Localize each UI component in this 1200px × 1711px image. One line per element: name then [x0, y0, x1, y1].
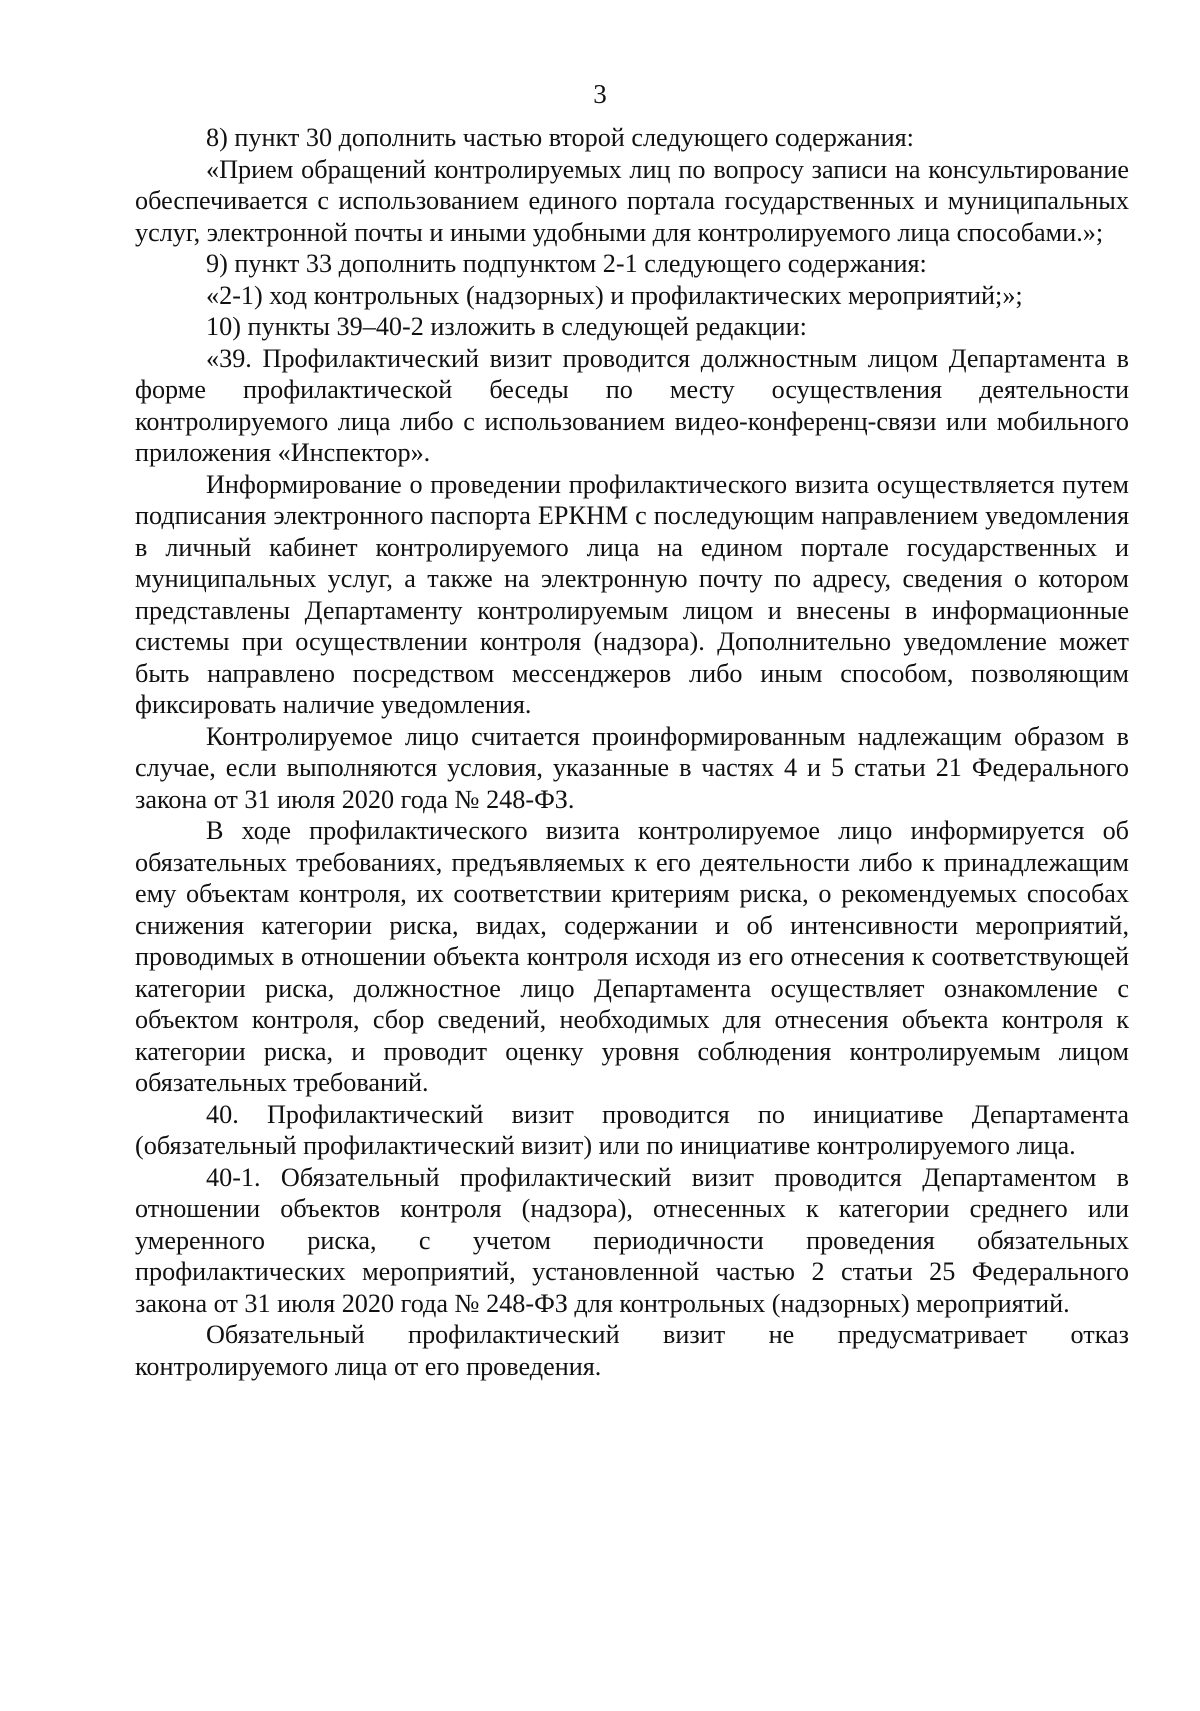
paragraph-quote-consultation: «Прием обращений контролируемых лиц по вопросу записи на консультирование обеспечивается с использованием единого портала государственных и муниципальных услуг, электронной почты и иными удобными для контролируемого лица способами.»; — [135, 154, 1129, 247]
paragraph-mandatory-visit: Обязательный профилактический визит не предусматривает отказ контролируемого лица от его проведения. — [135, 1320, 1129, 1381]
paragraph-item-9: 9) пункт 33 дополнить подпунктом 2-1 следующего содержания: — [206, 249, 927, 278]
paragraph-item-10: 10) пункты 39–40-2 изложить в следующей редакции: — [206, 312, 807, 341]
paragraph-quote-2-1: «2-1) ход контрольных (надзорных) и профилактических мероприятий;»; — [206, 280, 1023, 310]
paragraph-clause-39: «39. Профилактический визит проводится должностным лицом Департамента в форме профилактической беседы по месту осуществления деятельности контролируемого лица либо с использованием видео-конференц-связи или мобильного приложения «Инспектор». — [135, 343, 1129, 467]
paragraph-informing: Информирование о проведении профилактического визита осуществляется путем подписания электронного паспорта ЕРКНМ с последующим направлением уведомления в личный кабинет контролируемого лица на едином портале государственных и муниципальных услуг, а также на электронную почту по адресу, сведения о котором представлены Департаменту контролируемым лицом и внесены в информационные системы при осуществлении контроля (надзора). Дополнительно уведомление может быть направлено посредством мессенджеров либо иным способом, позволяющим фиксировать наличие уведомления. — [135, 469, 1129, 719]
paragraph-visit-course: В ходе профилактического визита контролируемое лицо информируется об обязательных требованиях, предъявляемых к его деятельности либо к принадлежащим ему объектам контроля, их соответствии критериям риска, о рекомендуемых способах снижения категории риска, видах, содержании и об интенсивности мероприятий, проводимых в отношении объекта контроля исходя из его отнесения к соответствующей категории риска, должностное лицо Департамента осуществляет ознакомление с объектом контроля, сбор сведений, необходимых для отнесения объекта контроля к категории риска, и проводит оценку уровня соблюдения контролируемым лицом обязательных требований. — [135, 816, 1129, 1097]
paragraph-item-8: 8) пункт 30 дополнить частью второй следующего содержания: — [206, 123, 914, 152]
page-number: 3 — [593, 79, 607, 109]
paragraph-clause-40: 40. Профилактический визит проводится по инициативе Департамента (обязательный профилактический визит) или по инициативе контролируемого лица. — [135, 1099, 1129, 1160]
paragraph-clause-40-1: 40-1. Обязательный профилактический визит проводится Департаментом в отношении объектов контроля (надзора), отнесенных к категории среднего или умеренного риска, с учетом периодичности проведения обязательных профилактических мероприятий, установленной частью 2 статьи 25 Федерального закона от 31 июля 2020 года № 248-ФЗ для контрольных (надзорных) мероприятий. — [135, 1162, 1129, 1318]
paragraph-informed-person: Контролируемое лицо считается проинформированным надлежащим образом в случае, если выполняются условия, указанные в частях 4 и 5 статьи 21 Федерального закона от 31 июля 2020 года № 248-ФЗ. — [135, 721, 1129, 814]
document-body — [135, 122, 1129, 1382]
